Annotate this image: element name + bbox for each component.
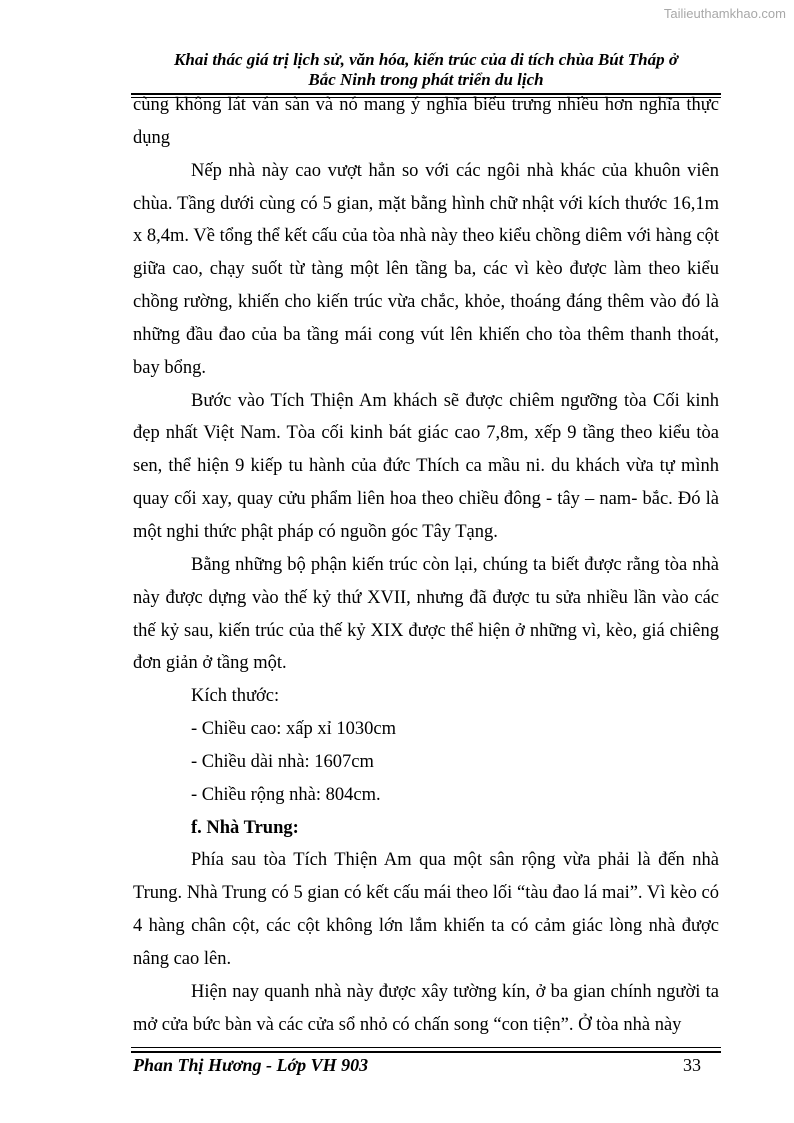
dimension-length: - Chiều dài nhà: 1607cm (191, 751, 374, 772)
watermark: Tailieuthamkhao.com (663, 6, 786, 21)
paragraph-4: Bằng những bộ phận kiến trúc còn lại, chúng ta biết được rằng tòa nhà này được dựng vào thế kỷ thứ XVII, nhưng đã được tu sửa nhiều lần vào các thế kỷ sau, kiến trúc của thế kỷ XIX được thể hiện ở những vì, kèo, giá chiêng đơn giản ở tầng một. (133, 554, 719, 674)
header-title-line-1: Khai thác giá trị lịch sử, văn hóa, kiến trúc của di tích chùa Bút Tháp ở (174, 50, 678, 69)
page-number: 33 (683, 1055, 701, 1075)
dimension-width: - Chiều rộng nhà: 804cm. (191, 784, 381, 805)
footer-rule-thin (131, 1047, 721, 1048)
section-heading: f. Nhà Trung: (191, 817, 299, 838)
footer-author: Phan Thị Hương - Lớp VH 903 (133, 1055, 369, 1075)
document-body (133, 89, 719, 1041)
paragraph-5: Phía sau tòa Tích Thiện Am qua một sân rộng vừa phải là đến nhà Trung. Nhà Trung có 5 gian có kết cấu mái theo lối “tàu đao lá mai”. Vì kèo có 4 hàng chân cột, các cột không lớn lắm khiến ta có cảm giác lòng nhà được nâng cao lên. (133, 850, 719, 969)
footer-rule (131, 1051, 721, 1053)
paragraph-2: Nếp nhà này cao vượt hẳn so với các ngôi nhà khác của khuôn viên chùa. Tầng dưới cùng có 5 gian, mặt bằng hình chữ nhật với kích thước 16,1m x 8,4m. Về tổng thể kết cấu của tòa nhà này theo kiểu chồng diêm với hàng cột giữa cao, chạy suốt từ tàng một lên tầng ba, các vì kèo được làm theo kiểu chồng rường, khiến cho kiến trúc vừa chắc, khỏe, thoáng đáng thêm vào đó là những đầu đao của ba tầng mái cong vút lên khiến cho tòa thêm thanh thoát, bay bổng. (133, 160, 719, 378)
page-header (133, 50, 719, 90)
header-title-line-2: Bắc Ninh trong phát triển du lịch (308, 70, 544, 89)
dimensions-label: Kích thước: (191, 686, 280, 707)
paragraph-6: Hiện nay quanh nhà này được xây tường kín, ở ba gian chính người ta mở cửa bức bàn và các cửa sổ nhỏ có chấn song “con tiện”. Ở tòa nhà này (133, 981, 719, 1035)
paragraph-3: Bước vào Tích Thiện Am khách sẽ được chiêm ngưỡng tòa Cối kinh đẹp nhất Việt Nam. Tòa cối kinh bát giác cao 7,8m, xếp 9 tầng theo kiểu tòa sen, thể hiện 9 kiếp tu hành của đức Thích ca mầu ni. du khách vừa tự mình quay cối xay, quay cửu phẩm liên hoa theo chiều đông - tây – nam- bắc. Đó là một nghi thức phật pháp có nguồn góc Tây Tạng. (133, 390, 719, 542)
dimension-height: - Chiều cao: xấp xỉ 1030cm (191, 719, 396, 740)
paragraph-1: cùng không lát ván sàn và nó mang ý nghĩa biểu trưng nhiều hơn nghĩa thực dụng (133, 95, 719, 148)
